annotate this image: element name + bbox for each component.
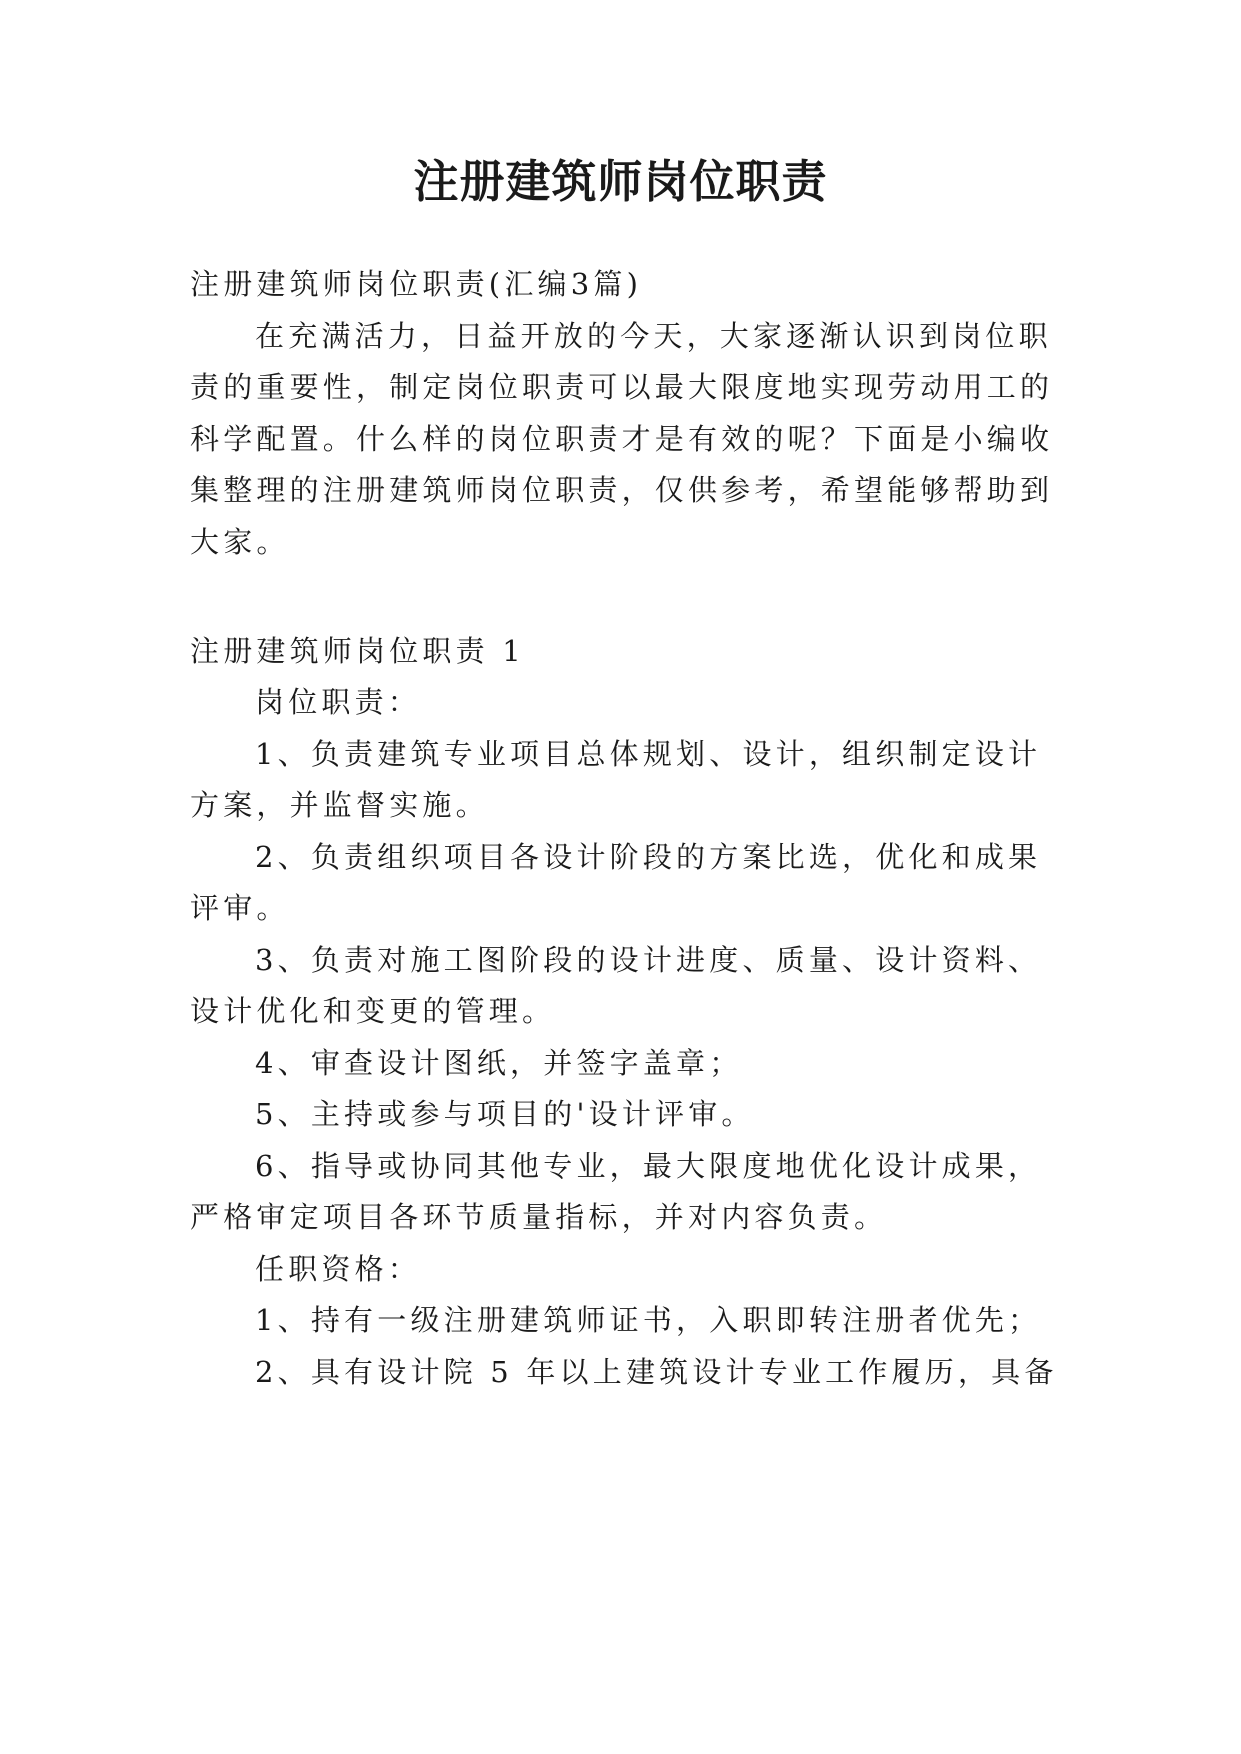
paragraph-line: 大家。 xyxy=(190,525,290,559)
list-item-line: 5、主持或参与项目的'设计评审。 xyxy=(255,1097,755,1131)
document-title: 注册建筑师岗位职责 xyxy=(413,155,828,208)
list-item-line: 设计优化和变更的管理。 xyxy=(190,994,556,1028)
list-item-line: 1、负责建筑专业项目总体规划、设计，组织制定设计 xyxy=(255,737,1042,771)
section-heading: 注册建筑师岗位职责 1 xyxy=(190,634,525,668)
list-item-line: 严格审定项目各环节质量指标，并对内容负责。 xyxy=(190,1200,888,1234)
subtitle-line: 注册建筑师岗位职责(汇编3篇) xyxy=(190,267,643,301)
subheading: 岗位职责： xyxy=(255,685,422,719)
list-item-line: 1、持有一级注册建筑师证书，入职即转注册者优先； xyxy=(255,1303,1042,1337)
list-item-line: 2、负责组织项目各设计阶段的方案比选，优化和成果 xyxy=(255,840,1042,874)
paragraph-line: 责的重要性，制定岗位职责可以最大限度地实现劳动用工的 xyxy=(190,370,1054,404)
list-item-line: 3、负责对施工图阶段的设计进度、质量、设计资料、 xyxy=(255,943,1042,977)
list-item-line: 方案，并监督实施。 xyxy=(190,788,489,822)
paragraph-line: 在充满活力，日益开放的今天，大家逐渐认识到岗位职 xyxy=(255,319,1052,353)
list-item-line: 2、具有设计院 5 年以上建筑设计专业工作履历，具备 xyxy=(255,1355,1058,1389)
list-item-line: 评审。 xyxy=(190,891,290,925)
paragraph-line: 集整理的注册建筑师岗位职责，仅供参考，希望能够帮助到 xyxy=(190,473,1054,507)
paragraph-line: 科学配置。什么样的岗位职责才是有效的呢？下面是小编收 xyxy=(190,422,1054,456)
list-item-line: 6、指导或协同其他专业，最大限度地优化设计成果， xyxy=(255,1149,1042,1183)
list-item-line: 4、审查设计图纸，并签字盖章； xyxy=(255,1046,743,1080)
subheading: 任职资格： xyxy=(255,1252,422,1286)
